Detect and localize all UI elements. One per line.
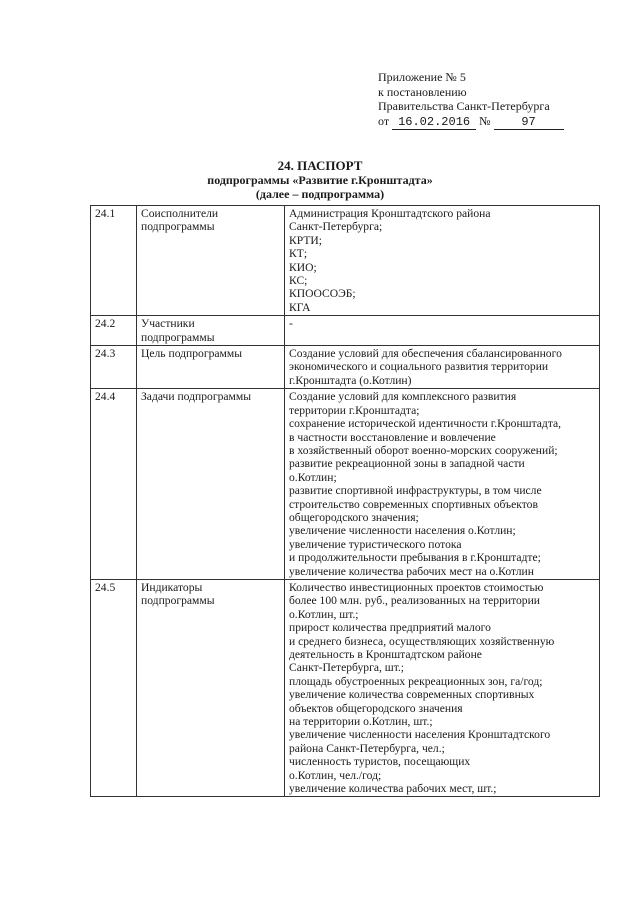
row-value-line: Количество инвестиционных проектов стоимостью [289,580,544,594]
row-number: 24.5 [91,579,137,797]
row-value-line: увеличение численности населения о.Котлин; [289,524,516,538]
row-value-line: КТ; [289,247,308,261]
row-value-line: и среднего бизнеса, осуществляющих хозяйственную [289,634,555,648]
row-value-line: экономического и социального развития территории [289,360,549,374]
row-label-line: подпрограммы [141,330,215,344]
title-line-2: подпрограммы «Развитие г.Кронштадта» [207,173,433,187]
row-value-line: развитие рекреационной зоны в западной части [289,457,525,471]
row-value-line: Администрация Кронштадтского района [289,207,491,220]
row-label [137,316,285,346]
row-value-line: на территории о.Котлин, шт.; [289,715,433,729]
row-value-line: КГА [289,300,311,314]
row-value-line: в частности восстановление и вовлечение [289,430,496,444]
row-value-line: о.Котлин; [289,470,337,484]
row-value-line: КПООСОЭБ; [289,287,356,301]
row-number: 24.3 [91,346,137,389]
row-value-line: о.Котлин, шт.; [289,607,359,621]
row-value-line: Создание условий для обеспечения сбалансированного [289,347,562,361]
row-label [137,206,285,316]
row-value-line: КРТИ; [289,233,322,247]
table-row [91,579,600,797]
row-value-line: увеличение количества современных спортивных [289,688,535,702]
row-value-line: района Санкт-Петербурга, чел.; [289,741,445,755]
table-row [91,389,600,580]
row-value-line: численность туристов, посещающих [289,755,471,769]
row-value-line: о.Котлин, чел./год; [289,768,382,782]
document-title [0,159,640,201]
table-row [91,206,600,316]
row-value-line: Санкт-Петербурга, шт.; [289,661,405,675]
row-value-line: и продолжительности пребывания в г.Кронштадте; [289,551,541,565]
row-value-line: Санкт-Петербурга; [289,220,383,234]
number-label: № [479,113,491,128]
row-value [285,316,600,346]
row-label-line: подпрограммы [141,220,215,234]
row-label-line: Цель подпрограммы [141,347,243,361]
row-value-line: деятельность в Кронштадтском районе [289,648,482,661]
row-value-line: прирост количества предприятий малого [289,621,491,635]
title-line-3: (далее – подпрограмма) [255,187,385,201]
decree-date: 16.02.2016 [392,116,476,130]
attachment-date-line [378,114,618,130]
row-value-line: более 100 млн. руб., реализованных на территории [289,594,540,608]
row-value-line: общегородского значения; [289,510,419,524]
row-label-line: Задачи подпрограммы [141,390,251,404]
row-value-line: площадь обустроенных рекреационных зон, га/год; [289,674,543,688]
row-value-line: КИО; [289,260,317,274]
row-value [285,389,600,580]
row-value-line: КС; [289,274,308,288]
row-label-line: Участники [141,317,195,331]
row-number: 24.4 [91,389,137,580]
row-value-line: Создание условий для комплексного развития [289,390,517,404]
row-value-line: увеличение количества рабочих мест, шт.; [289,782,497,796]
row-value-line: увеличение количества рабочих мест на о.Котлин [289,564,534,578]
row-label-line: Соисполнители [141,207,219,220]
attachment-line-2: к постановлению [378,84,467,99]
row-value-line: г.Кронштадта (о.Котлин) [289,373,412,387]
row-value-line: - [289,317,293,331]
row-value [285,206,600,316]
row-label [137,346,285,389]
attachment-header [378,70,618,130]
row-value [285,579,600,797]
passport-table [90,205,600,797]
row-label [137,579,285,797]
row-label-line: Индикаторы [141,580,203,594]
row-number: 24.2 [91,316,137,346]
table-row [91,316,600,346]
row-value-line: сохранение исторической идентичности г.Кронштадта, [289,417,562,431]
attachment-line-3: Правительства Санкт-Петербурга [378,99,550,113]
row-value-line: объектов общегородского значения [289,701,463,715]
row-value-line: в хозяйственный оборот военно-морских сооружений; [289,443,558,457]
row-value-line: строительство современных спортивных объектов [289,497,538,511]
title-line-1: 24. ПАСПОРТ [277,158,363,173]
row-label [137,389,285,580]
decree-number: 97 [494,116,564,130]
row-value-line: развитие спортивной инфраструктуры, в том числе [289,484,542,498]
attachment-line-1: Приложение № 5 [378,70,466,84]
table-row [91,346,600,389]
row-value-line: увеличение численности населения Кронштадтского [289,728,551,742]
row-label-line: подпрограммы [141,594,215,608]
row-value-line: территории г.Кронштадта; [289,403,420,417]
row-value-line: увеличение туристического потока [289,537,462,551]
row-number: 24.1 [91,206,137,316]
row-value [285,346,600,389]
from-label: от [378,113,390,128]
